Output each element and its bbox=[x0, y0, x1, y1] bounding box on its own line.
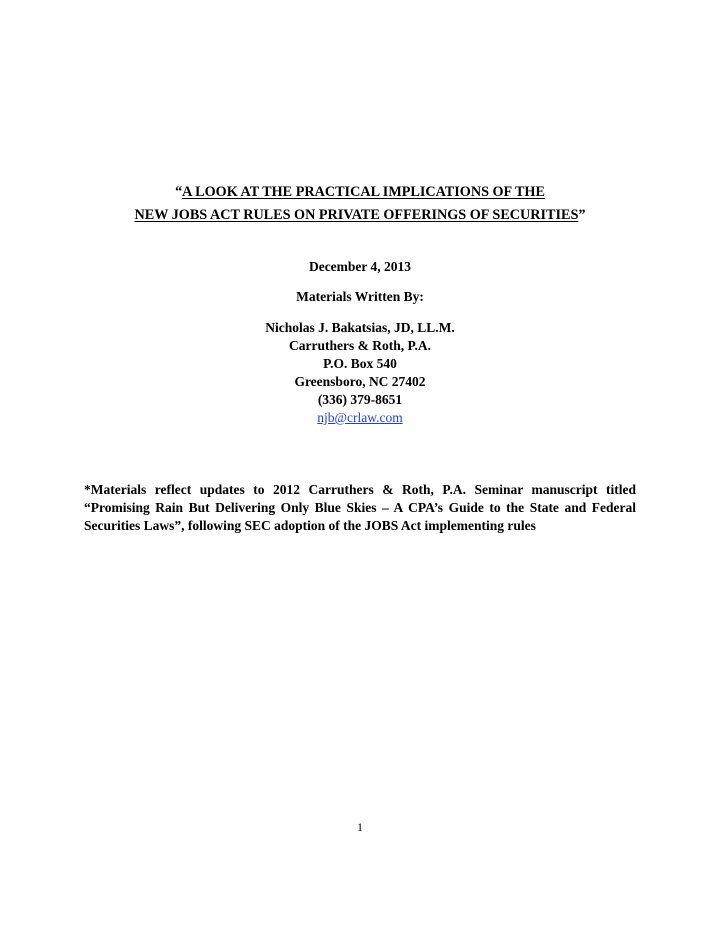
written-by-label: Materials Written By: bbox=[296, 289, 424, 304]
author-block bbox=[0, 319, 720, 427]
footnote-paragraph: *Materials reflect updates to 2012 Carruthers & Roth, P.A. Seminar manuscript titled “Promising Rain But Delivering Only Blue Skies – A CPA’s Guide to the State and Federal Securities Laws”, following SEC adoption of the JOBS Act implementing rules bbox=[84, 482, 636, 533]
author-email-row bbox=[0, 409, 720, 427]
author-phone: (336) 379-8651 bbox=[317, 392, 403, 407]
author-city: Greensboro, NC 27402 bbox=[294, 374, 426, 389]
title-line-1 bbox=[0, 181, 720, 204]
document-title bbox=[0, 181, 720, 227]
author-name: Nicholas J. Bakatsias, JD, LL.M. bbox=[265, 320, 455, 335]
author-email-link[interactable]: njb@crlaw.com bbox=[317, 410, 403, 425]
title-line-2 bbox=[0, 204, 720, 227]
document-date: December 4, 2013 bbox=[308, 259, 412, 274]
title-close-quote: ” bbox=[578, 207, 586, 223]
author-po-box: P.O. Box 540 bbox=[323, 356, 397, 371]
title-line-1-text: A LOOK AT THE PRACTICAL IMPLICATIONS OF THE bbox=[182, 184, 545, 200]
title-line-2-text: NEW JOBS ACT RULES ON PRIVATE OFFERINGS OF SECURITIES bbox=[134, 207, 579, 223]
title-open-quote: “ bbox=[175, 184, 183, 200]
author-firm: Carruthers & Roth, P.A. bbox=[289, 338, 431, 353]
page-number: 1 bbox=[357, 820, 363, 834]
